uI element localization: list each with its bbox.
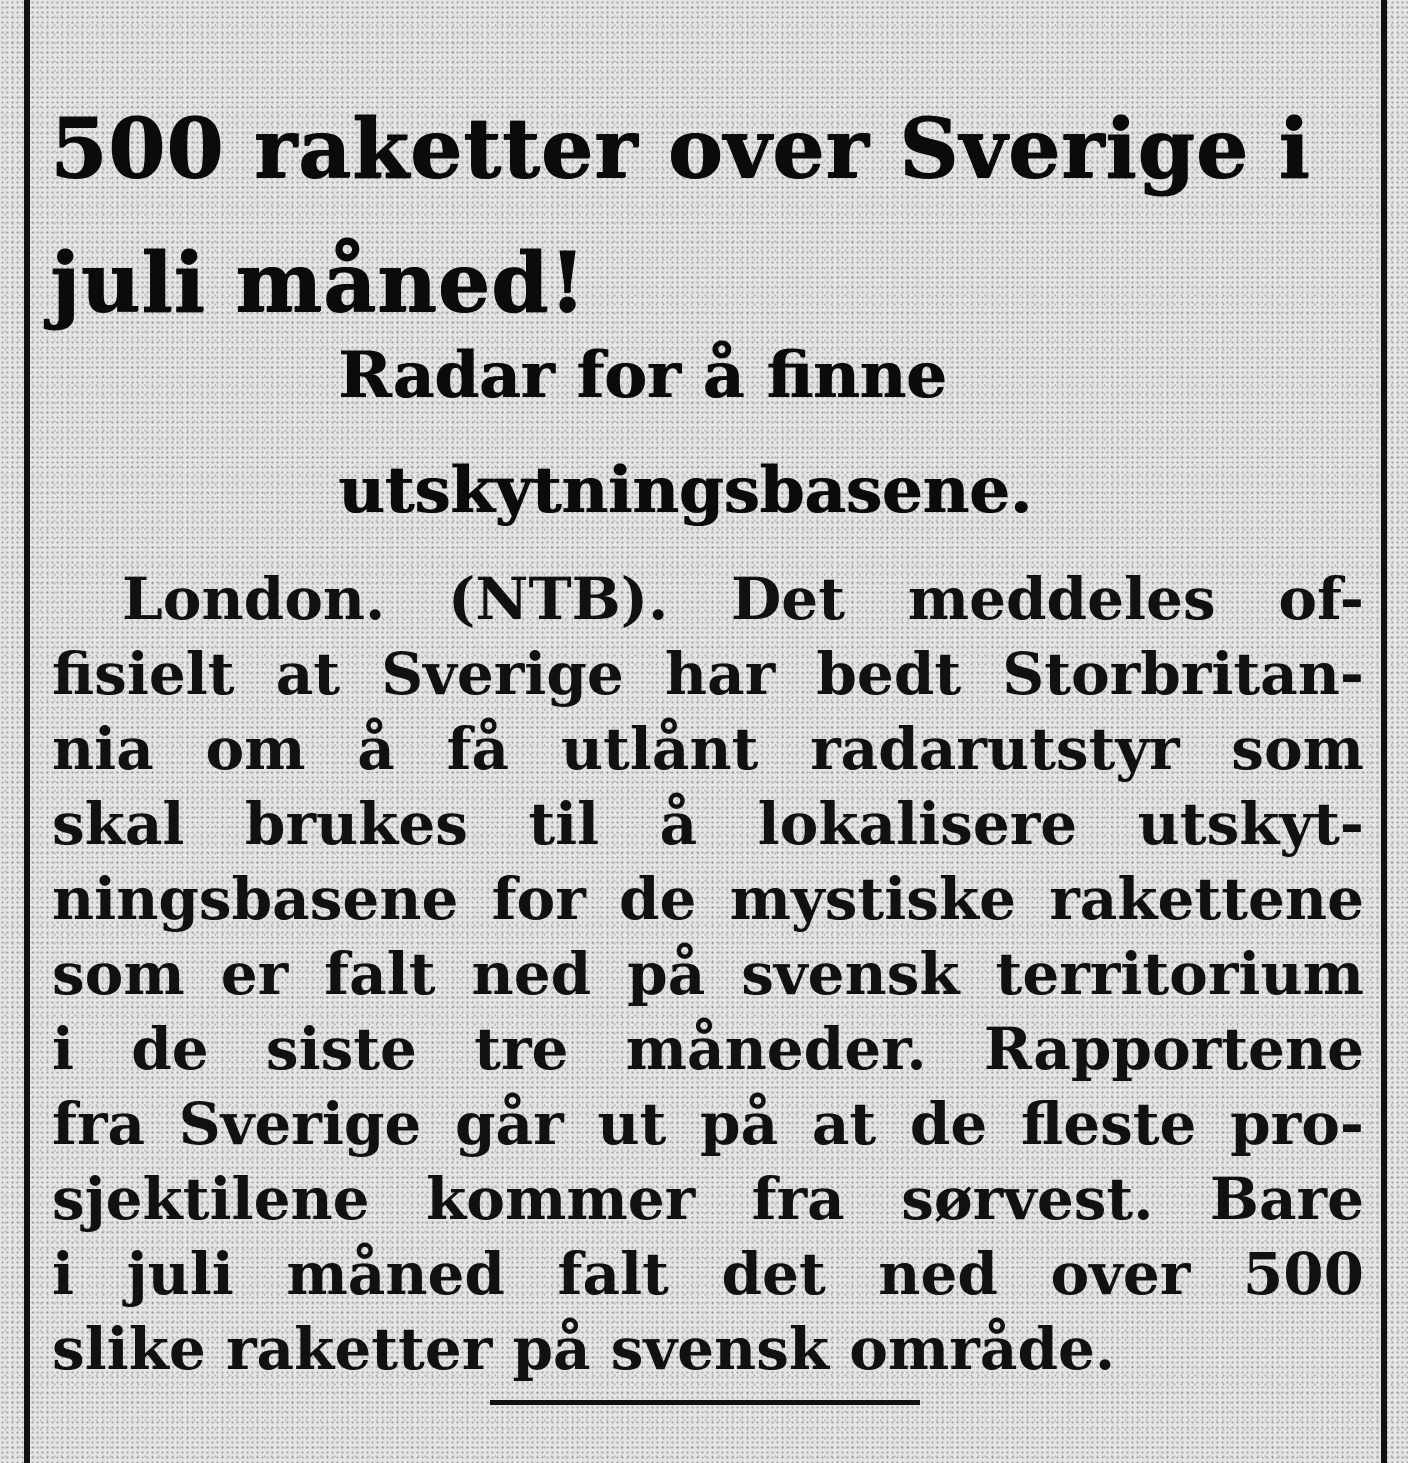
end-divider (490, 1400, 920, 1405)
body-line: som er falt ned på svensk territorium (52, 940, 1364, 1008)
body-line: ningsbasene for de mystiske rakettene (52, 865, 1364, 933)
article-body (52, 562, 1364, 1387)
body-line: slike raketter på svensk område. (52, 1315, 1116, 1383)
body-line: i juli måned falt det ned over 500 (52, 1240, 1364, 1308)
column-rule-right (1381, 0, 1387, 1463)
body-line: fisielt at Sverige har bedt Storbritan- (52, 640, 1364, 708)
column-rule-left (24, 0, 30, 1463)
body-line: sjektilene kommer fra sørvest. Bare (52, 1165, 1364, 1233)
body-line: fra Sverige går ut på at de fleste pro- (52, 1090, 1364, 1158)
headline: 500 raketter over Sverige i juli måned! (50, 101, 1311, 331)
body-line: nia om å få utlånt radarutstyr som (52, 715, 1364, 783)
body-line: i de siste tre måneder. Rapportene (52, 1015, 1364, 1083)
body-line: skal brukes til å lokalisere utskyt- (52, 790, 1364, 858)
subheadline: Radar for å finne utskytningsbasene. (338, 338, 1032, 528)
body-line: London. (NTB). Det meddeles of- (122, 565, 1364, 633)
